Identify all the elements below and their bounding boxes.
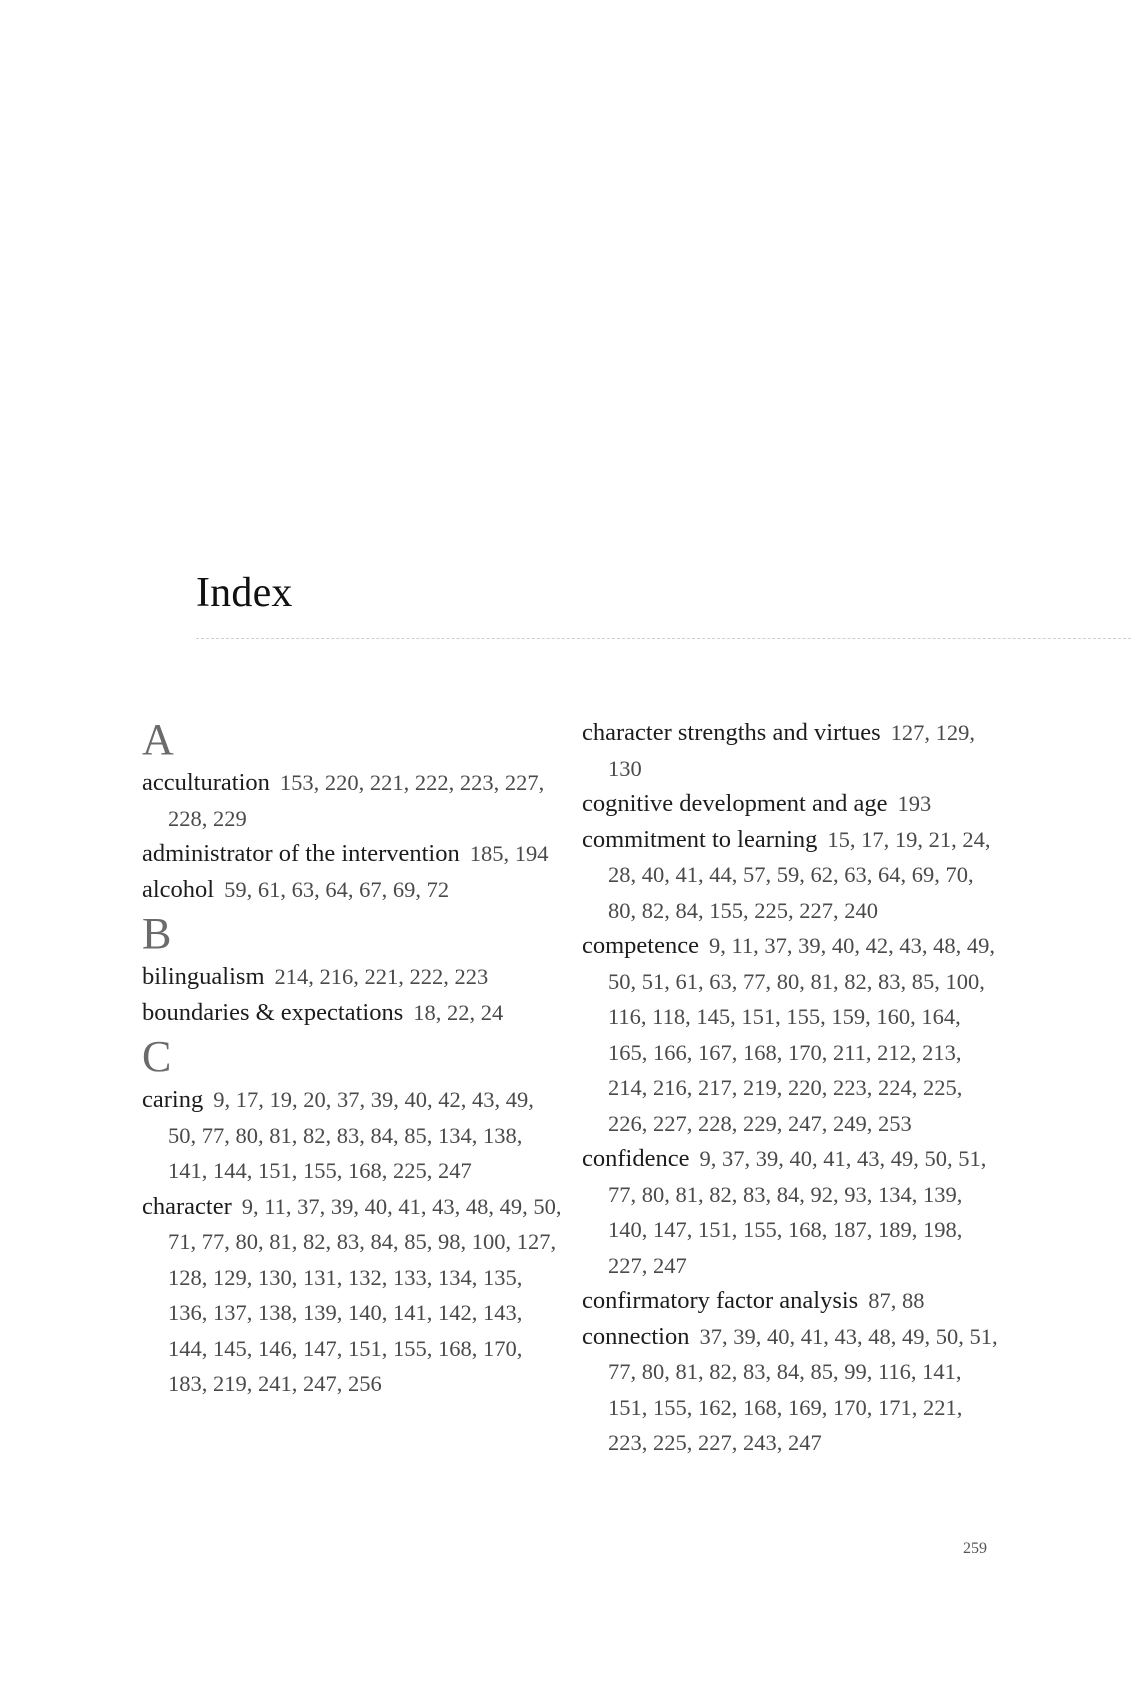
- index-entry: [142, 959, 562, 995]
- entry-pages: 127, 129, 130: [608, 720, 976, 781]
- page-number: 259: [963, 1540, 987, 1557]
- index-entry: [582, 1319, 1002, 1461]
- title-divider: [196, 638, 1131, 639]
- entry-pages: 9, 17, 19, 20, 37, 39, 40, 42, 43, 49, 50, 77, 80, 81, 82, 83, 84, 85, 134, 138, 141, 144, 151, 155, 168, 225, 247: [168, 1087, 534, 1183]
- section-letter-b: B: [142, 909, 172, 958]
- entry-pages: 9, 11, 37, 39, 40, 42, 43, 48, 49, 50, 51, 61, 63, 77, 80, 81, 82, 83, 85, 100, 116, 118, 145, 151, 155, 159, 160, 164, 165, 166, 167, 168, 170, 211, 212, 213, 214, 216, 217, 219, 220, 223, 224, 225, 226, 227, 228, 229, 247, 249, 253: [608, 933, 996, 1136]
- index-entry: [582, 928, 1002, 1141]
- entry-pages: 37, 39, 40, 41, 43, 48, 49, 50, 51, 77, 80, 81, 82, 83, 84, 85, 99, 116, 141, 151, 155, 162, 168, 169, 170, 171, 221, 223, 225, 227, 243, 247: [608, 1323, 998, 1455]
- index-entry: [582, 1141, 1002, 1283]
- entry-pages: 193: [897, 791, 932, 816]
- entry-term: connection: [582, 1322, 690, 1350]
- index-column-right: [582, 715, 1002, 1461]
- index-entry: [582, 786, 1002, 822]
- entry-pages: 9, 11, 37, 39, 40, 41, 43, 48, 49, 50, 71, 77, 80, 81, 82, 83, 84, 85, 98, 100, 127, 128, 129, 130, 131, 132, 133, 134, 135, 136, 137, 138, 139, 140, 141, 142, 143, 144, 145, 146, 147, 151, 155, 168, 170, 183, 219, 241, 247, 256: [168, 1193, 562, 1396]
- index-entry: [142, 1082, 562, 1189]
- entry-term: cognitive development and age: [582, 790, 888, 817]
- entry-term: administrator of the intervention: [142, 840, 460, 867]
- entry-pages: 185, 194: [469, 841, 549, 866]
- index-entry: [582, 1283, 1002, 1319]
- index-entry: [142, 872, 562, 908]
- entry-pages: 153, 220, 221, 222, 223, 227, 228, 229: [168, 770, 545, 831]
- entry-pages: 15, 17, 19, 21, 24, 28, 40, 41, 44, 57, 59, 62, 63, 64, 69, 70, 80, 82, 84, 155, 225, 227, 240: [608, 826, 991, 923]
- entry-term: caring: [142, 1086, 204, 1113]
- entry-term: alcohol: [142, 875, 215, 903]
- entry-term: character strengths and virtues: [582, 719, 881, 746]
- entry-term: competence: [582, 932, 699, 959]
- index-entry: [142, 836, 562, 872]
- index-entry: [142, 765, 562, 836]
- entry-pages: 59, 61, 63, 64, 67, 69, 72: [224, 876, 450, 902]
- index-entry: [142, 995, 562, 1031]
- entry-term: confidence: [582, 1145, 690, 1172]
- entry-term: confirmatory factor analysis: [582, 1287, 859, 1314]
- section-letter-c: C: [142, 1032, 172, 1081]
- entry-term: acculturation: [142, 769, 270, 796]
- section-letter-a: A: [142, 715, 174, 764]
- entry-pages: 214, 216, 221, 222, 223: [274, 964, 489, 989]
- entry-term: bilingualism: [142, 963, 265, 990]
- index-entry: [582, 822, 1002, 929]
- entry-pages: 18, 22, 24: [413, 999, 504, 1025]
- index-entry: [582, 715, 1002, 786]
- entry-pages: 87, 88: [868, 1288, 925, 1313]
- index-entry: [142, 1189, 562, 1402]
- entry-pages: 9, 37, 39, 40, 41, 43, 49, 50, 51, 77, 80, 81, 82, 83, 84, 92, 93, 134, 139, 140, 147, 151, 155, 168, 187, 189, 198, 227, 247: [608, 1146, 987, 1278]
- index-column-left: [142, 715, 562, 1402]
- entry-term: character: [142, 1192, 232, 1220]
- entry-term: commitment to learning: [582, 825, 818, 853]
- page-title: Index: [196, 570, 293, 616]
- entry-term: boundaries & expectations: [142, 998, 404, 1026]
